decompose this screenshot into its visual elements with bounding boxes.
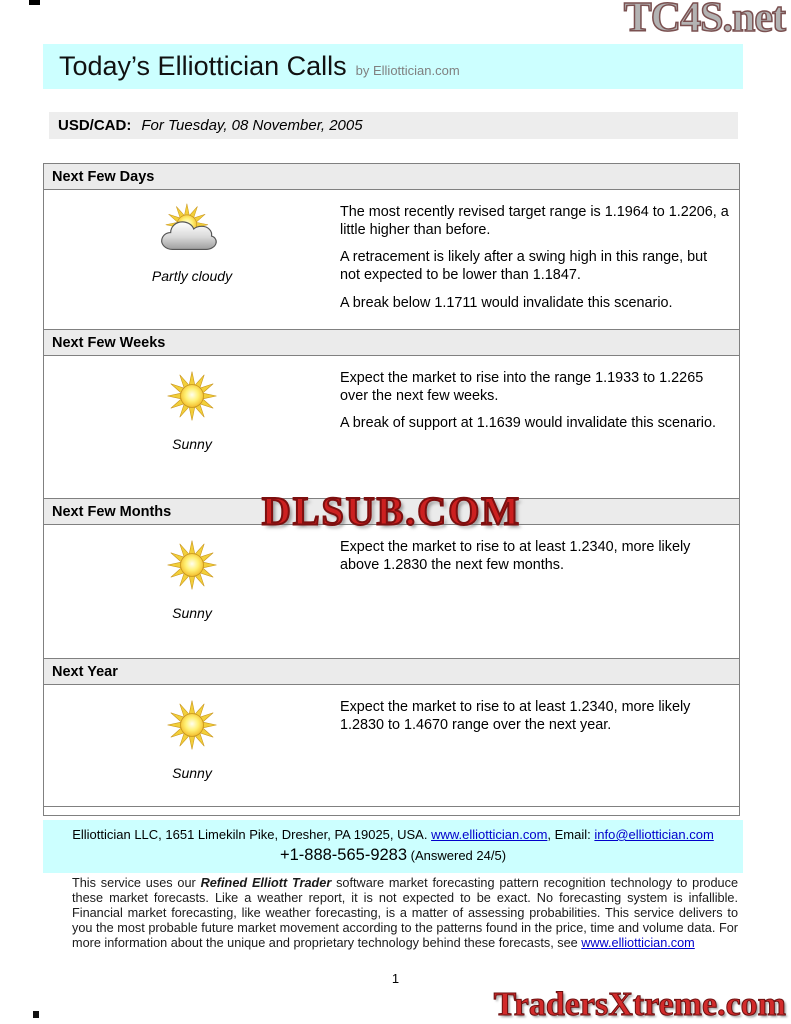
section-title: Next Year xyxy=(52,663,118,680)
section-row-next-few-weeks xyxy=(44,356,739,498)
phone-number: +1-888-565-9283 xyxy=(279,846,408,864)
page-number: 1 xyxy=(391,971,400,986)
forecast-paragraph: Expect the market to rise to at least 1.2340, more likely above 1.2830 the next few months. xyxy=(340,538,691,573)
section-header-next-few-days xyxy=(44,164,739,190)
weather-column xyxy=(44,356,340,498)
forecast-table xyxy=(43,163,740,816)
forecast-text xyxy=(340,356,739,498)
tc4s-logo: TC4S.net xyxy=(623,0,785,41)
forecast-paragraph: A break of support at 1.1639 would invalidate this scenario. xyxy=(340,414,716,431)
section-title: Next Few Months xyxy=(52,503,172,520)
weather-caption: Sunny xyxy=(172,435,212,452)
address-text: , Email: xyxy=(547,827,595,842)
partly-cloudy-icon xyxy=(160,203,224,255)
sunny-icon xyxy=(165,698,219,752)
instrument-bar xyxy=(49,112,738,139)
section-header-next-few-months xyxy=(44,488,739,534)
page-title: Today’s Elliottician Calls xyxy=(59,51,347,81)
address-line xyxy=(43,827,743,842)
address-text: Elliottician LLC, 1651 Limekiln Pike, Dresher, PA 19025, USA. xyxy=(72,827,432,842)
forecast-paragraph: A retracement is likely after a swing high in this range, but not expected to be lower than 1.1847. xyxy=(340,249,708,284)
phone-note: (Answered 24/5) xyxy=(407,848,507,863)
weather-column xyxy=(44,525,340,658)
product-name: Refined Elliott Trader xyxy=(200,876,332,890)
weather-column xyxy=(44,685,340,806)
report-date: For Tuesday, 08 November, 2005 xyxy=(141,117,363,134)
forecast-text xyxy=(340,525,739,658)
title-bar xyxy=(43,44,743,89)
website-link[interactable]: www.elliottician.com xyxy=(431,827,548,842)
sunny-icon xyxy=(165,369,219,423)
weather-caption: Partly cloudy xyxy=(151,268,233,284)
scan-artifact xyxy=(29,0,40,5)
section-header-next-year xyxy=(44,658,739,685)
section-title: Next Few Weeks xyxy=(52,334,166,351)
scan-artifact xyxy=(33,1011,39,1018)
disclaimer-text: software market forecasting pattern recognition technology to produce these market forecasts. Like a weather report, it is not expected to be exact. No forecasting system is infallible. Financial market forecasting, like weather forecasting, is a matter of assessing probabilities. This service delivers to you the most probable future market movement according to the patterns found in the price, time and volume data. For more information about the unique and proprietary technology behind these forecasts, see xyxy=(72,876,738,950)
disclaimer-website-link[interactable]: www.elliottician.com xyxy=(581,935,695,950)
forecast-paragraph: A break below 1.1711 would invalidate this scenario. xyxy=(340,294,673,311)
tradersxtreme-logo: TradersXtreme.com xyxy=(493,986,786,1023)
section-row-next-year xyxy=(44,685,739,806)
contact-bar xyxy=(43,820,743,873)
forecast-text xyxy=(340,190,739,329)
section-row-next-few-months xyxy=(44,525,739,658)
table-footer-strip xyxy=(44,806,739,815)
section-header-next-few-weeks xyxy=(44,329,739,356)
phone-line xyxy=(43,846,743,865)
section-row-next-few-days xyxy=(44,190,739,329)
forecast-paragraph: Expect the market to rise to at least 1.2340, more likely 1.2830 to 1.4670 range over the next year. xyxy=(340,698,691,733)
forecast-text xyxy=(340,685,739,806)
section-title: Next Few Days xyxy=(52,169,155,185)
forecast-paragraph: Expect the market to rise into the range 1.1933 to 1.2265 over the next few weeks. xyxy=(340,369,704,404)
weather-caption: Sunny xyxy=(172,604,212,621)
dlsub-watermark: DLSUB.COM xyxy=(261,488,522,534)
page-subtitle: by Elliottician.com xyxy=(355,63,460,78)
email-link[interactable]: info@elliottician.com xyxy=(594,827,714,842)
forecast-paragraph: The most recently revised target range is 1.1964 to 1.2206, a little higher than before. xyxy=(340,204,729,239)
sunny-icon xyxy=(165,538,219,592)
disclaimer xyxy=(72,876,738,951)
disclaimer-text: This service uses our xyxy=(72,876,201,890)
weather-caption: Sunny xyxy=(172,764,212,781)
weather-column xyxy=(44,190,340,329)
instrument-label: USD/CAD: xyxy=(58,117,132,134)
